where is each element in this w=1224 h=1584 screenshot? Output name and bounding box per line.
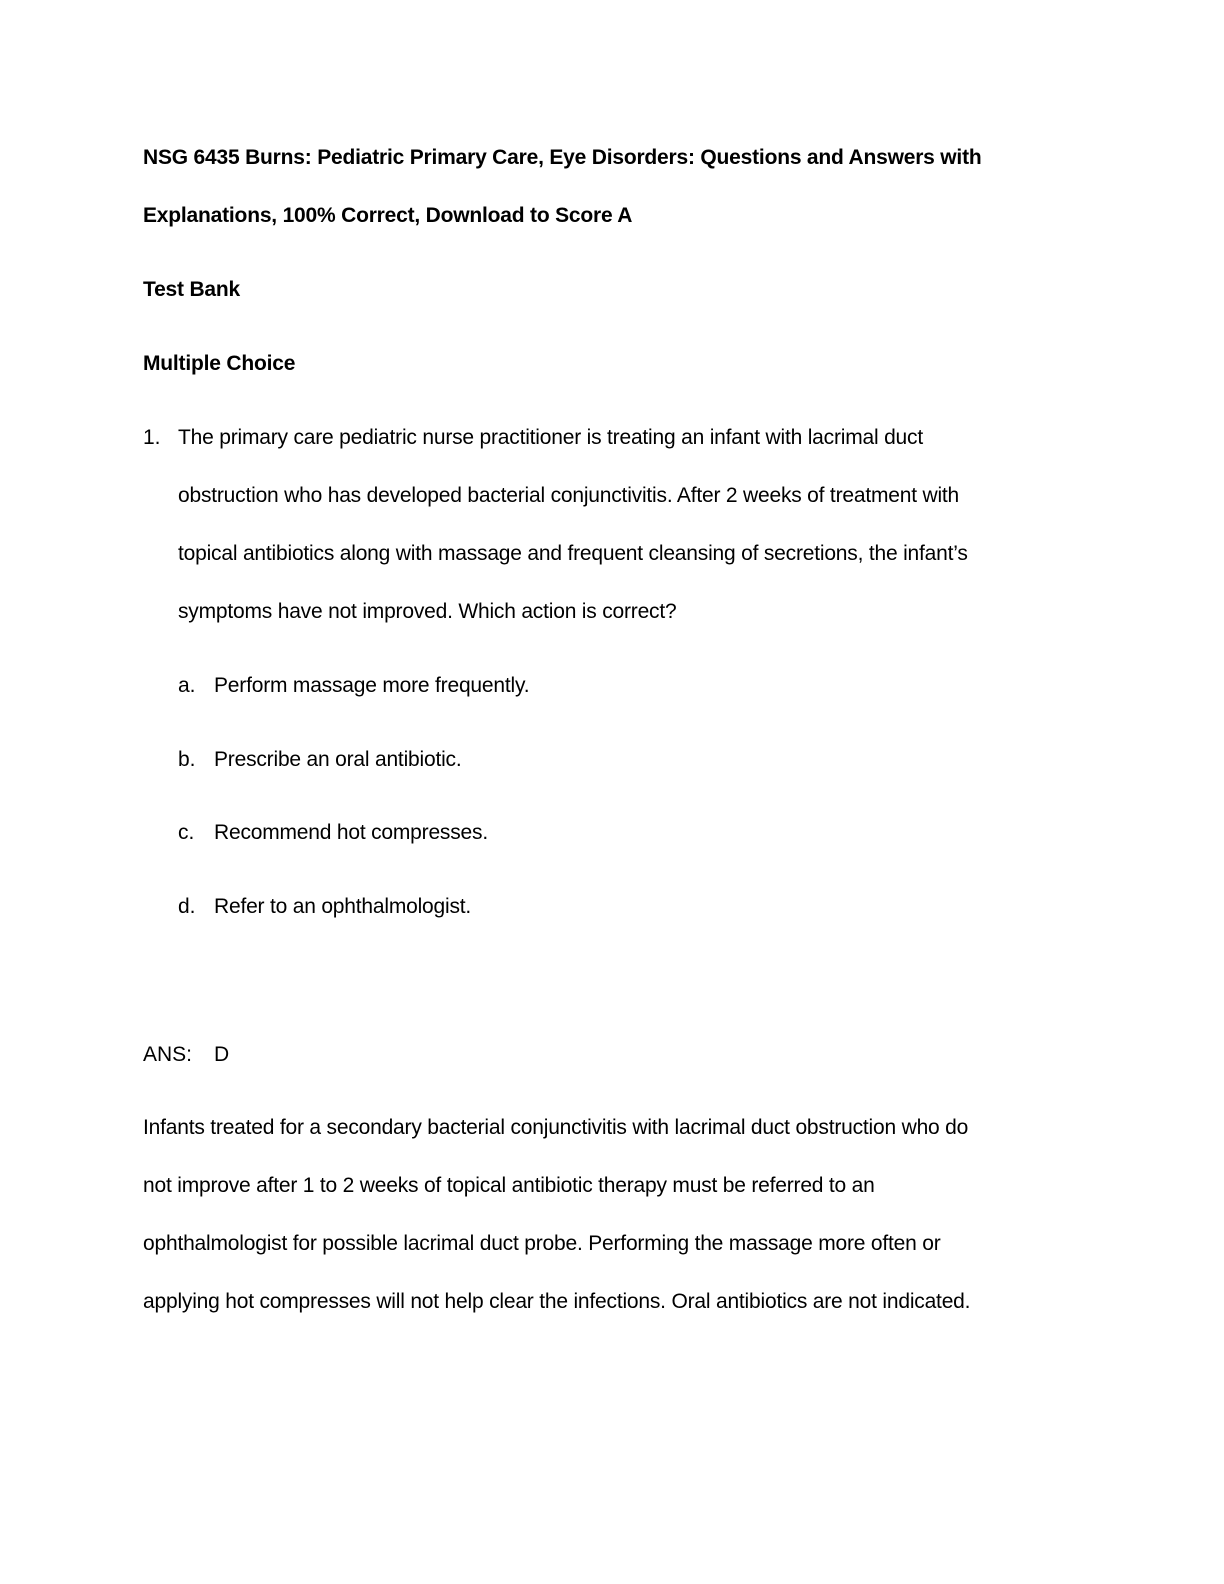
title-line-1: NSG 6435 Burns: Pediatric Primary Care, Eye Disorders: Questions and Answers with [143,146,982,169]
option-text: Recommend hot compresses. [214,821,488,844]
question-line: The primary care pediatric nurse practitioner is treating an infant with lacrimal duct [178,426,923,449]
answer-value: D [214,1043,230,1066]
title-line-2: Explanations, 100% Correct, Download to Score A [143,204,633,227]
option-text: Refer to an ophthalmologist. [214,895,472,918]
option-letter: a. [178,674,196,697]
rationale-line: not improve after 1 to 2 weeks of topical antibiotic therapy must be referred to an [143,1174,875,1197]
rationale-line: ophthalmologist for possible lacrimal duct probe. Performing the massage more often or [143,1232,941,1255]
rationale-line: applying hot compresses will not help clear the infections. Oral antibiotics are not indicated. [143,1290,971,1313]
rationale-line: Infants treated for a secondary bacterial conjunctivitis with lacrimal duct obstruction who do [143,1116,969,1139]
question-line: symptoms have not improved. Which action is correct? [178,600,677,623]
question-line: obstruction who has developed bacterial conjunctivitis. After 2 weeks of treatment with [178,484,960,507]
option-text: Prescribe an oral antibiotic. [214,748,462,771]
section-heading: Test Bank [143,278,241,301]
question-number: 1. [143,426,161,449]
option-letter: d. [178,895,196,918]
option-letter: c. [178,821,195,844]
subsection-heading: Multiple Choice [143,352,296,375]
answer-label: ANS: [143,1043,193,1066]
option-text: Perform massage more frequently. [214,674,530,697]
question-line: topical antibiotics along with massage and frequent cleansing of secretions, the infant’s [178,542,968,565]
option-letter: b. [178,748,196,771]
